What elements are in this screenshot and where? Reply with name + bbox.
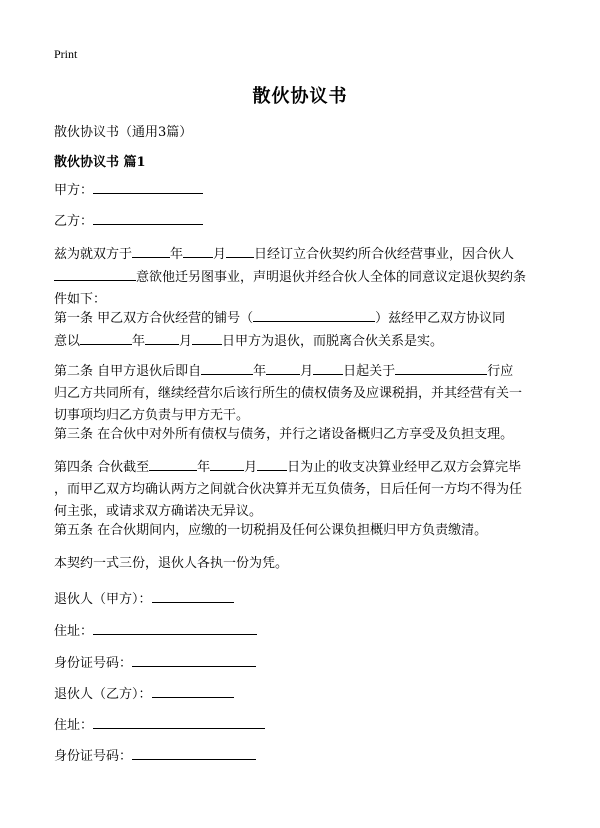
- clause-1: 第一条 甲乙双方合伙经营的铺号（ ）兹经甲乙双方协议同 意以 年 月 日甲方为退伙，而脱离合伙关系是实。: [54, 307, 505, 353]
- party-a-line: [54, 179, 203, 202]
- print-link[interactable]: Print: [54, 47, 78, 61]
- copies-statement: 本契约一式三份，退伙人各执一份为凭。: [54, 556, 289, 571]
- section-title: 散伙协议书 篇1: [54, 155, 146, 170]
- sign-a-name-blank: [152, 588, 234, 603]
- sign-a-address-line: 住址：: [54, 620, 257, 643]
- sign-b-name-blank: [152, 683, 234, 698]
- sign-b-address-blank: [93, 714, 265, 729]
- sign-b-id-line: 身份证号码：: [54, 745, 256, 768]
- party-a-label: 甲方：: [54, 183, 94, 198]
- clause-5: 第五条 在合伙期间内，应缴的一切税捐及任何公课负担概归甲方负责缴清。: [54, 523, 488, 538]
- party-b-line: [54, 210, 203, 233]
- sign-b-name-line: 退伙人（乙方）：: [54, 683, 234, 706]
- sign-b-address-line: 住址：: [54, 714, 265, 737]
- party-b-blank: [93, 210, 203, 225]
- document-subtitle: 散伙协议书（通用3篇）: [54, 125, 193, 140]
- sign-a-id-blank: [132, 652, 256, 667]
- party-a-blank: [93, 179, 203, 194]
- sign-a-name-line: 退伙人（甲方）：: [54, 588, 234, 611]
- clause-2: 第二条 自甲方退伙后即自 年 月 日起关于 行应 归乙方共同所有，继续经营尔后该行所生的债权债务及应课税捐，并其经营有关一 切事项均归乙方负责与甲方无干。: [54, 360, 522, 427]
- sign-b-id-blank: [132, 745, 256, 760]
- sign-a-id-line: 身份证号码：: [54, 652, 256, 675]
- document-title: 散伙协议书: [252, 86, 348, 107]
- clause-4: 第四条 合伙截至 年 月 日为止的收支决算业经甲乙双方会算完毕 ，而甲乙双方均确认两方之间就合伙决算并无互负债务，日后任何一方均不得为任 何主张，或请求双方确诺决无异议。: [54, 456, 522, 523]
- intro-paragraph: 兹为就双方于 年 月 日经订立合伙契约所合伙经营事业，因合伙人 意欲他迁另图事业，声明退伙并经合伙人全体的同意议定退伙契约条 件如下：: [54, 243, 526, 311]
- clause-3: 第三条 在合伙中对外所有债权与债务，并行之诸设备概归乙方享受及负担支理。: [54, 427, 514, 442]
- sign-a-address-blank: [93, 620, 257, 635]
- party-b-label: 乙方：: [54, 214, 94, 229]
